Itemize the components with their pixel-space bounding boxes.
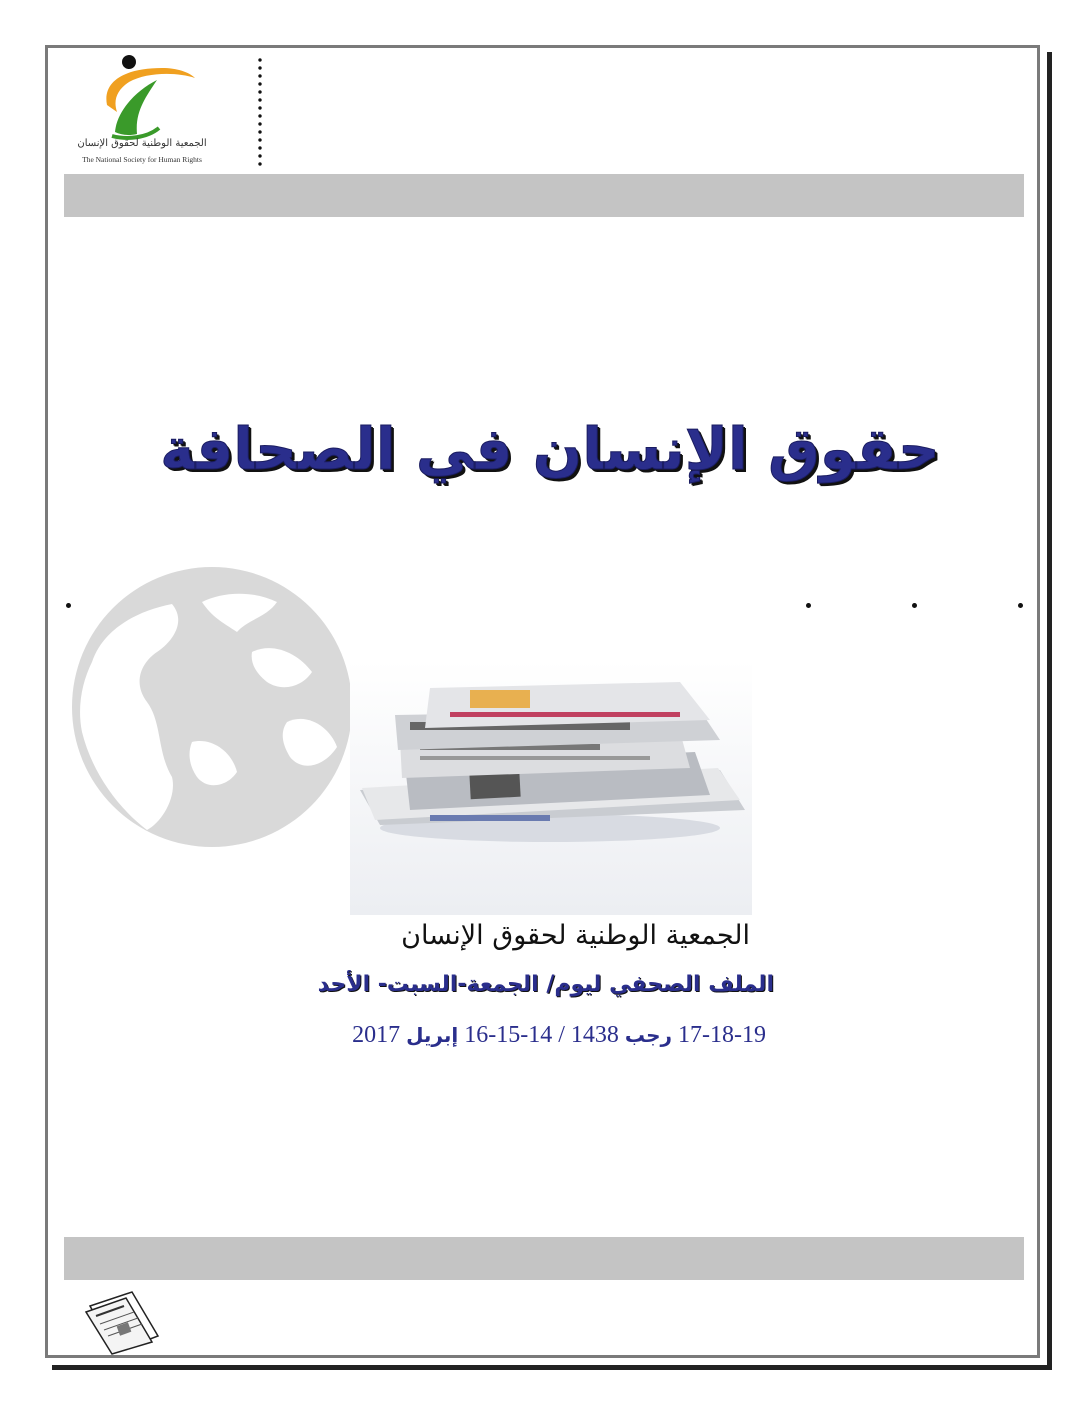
press-file-line: الملف الصحفي ليوم/ الجمعة-السبت- الأحد [317, 972, 774, 997]
organization-name: الجمعية الوطنية لحقوق الإنسان [401, 920, 750, 951]
newspaper-stack-image [350, 660, 752, 915]
decor-dot [1018, 603, 1023, 608]
gregorian-year: 2017 [352, 1022, 401, 1048]
decor-dot [912, 603, 917, 608]
logo-mark-icon [67, 50, 217, 140]
vertical-dotted-divider [258, 56, 262, 166]
newspaper-sketch-icon [82, 1288, 162, 1356]
date-line [300, 1022, 766, 1049]
logo-name-english: The National Society for Human Rights [82, 155, 202, 164]
organization-logo [67, 50, 217, 178]
gregorian-days: 14-15-16 [464, 1022, 553, 1048]
logo-name-arabic: الجمعية الوطنية لحقوق الإنسان [77, 138, 207, 149]
decor-dot [806, 603, 811, 608]
page-title: حقوق الإنسان في الصحافة [160, 415, 940, 483]
globe-map-icon [62, 562, 362, 852]
bottom-gray-band [64, 1237, 1024, 1280]
hijri-month: رجب [624, 1023, 673, 1047]
gregorian-month: إبريل [406, 1023, 459, 1047]
hijri-days: 17-18-19 [678, 1022, 766, 1048]
top-gray-band [64, 174, 1024, 217]
hijri-year: 1438 [570, 1022, 619, 1048]
date-separator: / [558, 1022, 565, 1048]
